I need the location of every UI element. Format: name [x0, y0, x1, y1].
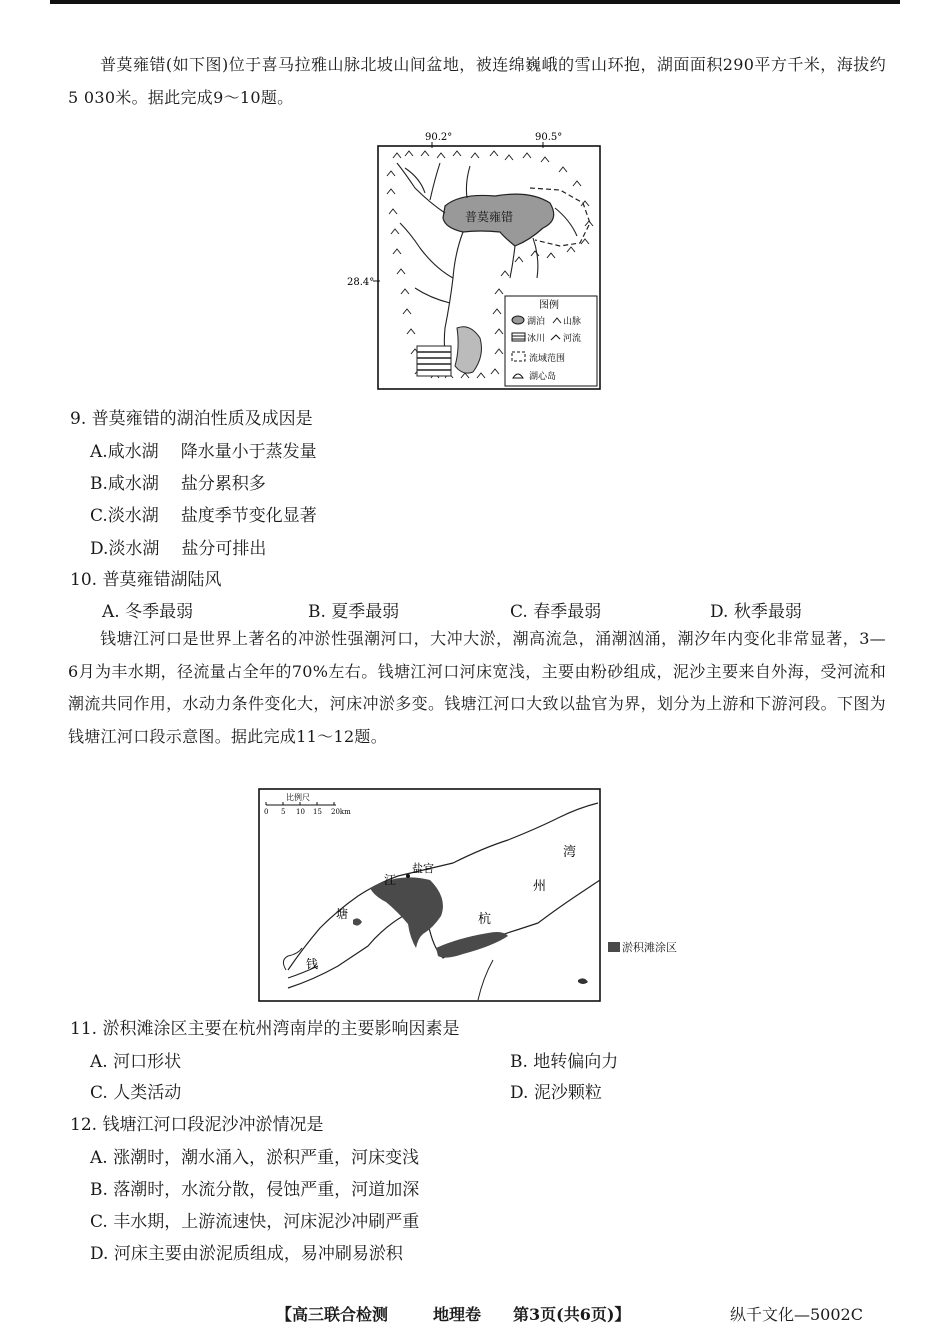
map-qiantang-estuary: [258, 788, 602, 1003]
bay-char-hang: 杭: [478, 912, 492, 927]
legend-mountain: 山脉: [563, 317, 582, 327]
legend-basin: 流域范围: [529, 354, 566, 364]
legend-title: 图例: [539, 300, 559, 311]
deposit-swatch: [608, 942, 620, 952]
scale-tick-5: 5: [281, 808, 286, 816]
map1-legend: [505, 296, 597, 386]
river-char-qian: 钱: [306, 957, 319, 971]
q9-option-d: D.淡水湖 盐分可排出: [90, 539, 267, 559]
legend-glacier: 冰川: [527, 334, 546, 344]
map2-legend: [608, 939, 677, 955]
river-char-jiang: 江: [384, 873, 397, 887]
scale-tick-0: 0: [264, 808, 269, 816]
q11-option-d: D. 泥沙颗粒: [510, 1083, 602, 1103]
scale-tick-15: 15: [313, 808, 322, 816]
legend-island: 湖心岛: [529, 372, 557, 382]
q10-option-c: C. 春季最弱: [510, 602, 602, 622]
q10-option-a: A. 冬季最弱: [102, 602, 194, 622]
question-11-stem: 11. 淤积滩涂区主要在杭州湾南岸的主要影响因素是: [70, 1019, 460, 1039]
q10-option-b: B. 夏季最弱: [308, 602, 400, 622]
legend-river: 河流: [563, 334, 582, 344]
footer-exam-name: 【高三联合检测: [276, 1305, 389, 1324]
place-yanguan: 盐官: [412, 862, 434, 875]
question-10-stem: 10. 普莫雍错湖陆风: [70, 570, 222, 590]
footer-page: 第3页(共6页)】: [513, 1305, 631, 1324]
scale-title: 比例尺: [286, 793, 310, 802]
footer-subject: 地理卷: [433, 1305, 482, 1324]
q12-option-d: D. 河床主要由淤泥质组成，易冲刷易淤积: [90, 1244, 403, 1264]
q12-option-c: C. 丰水期，上游流速快，河床泥沙冲刷严重: [90, 1212, 420, 1232]
deposit-legend-label: 淤积滩涂区: [622, 941, 677, 954]
river-char-tang: 塘: [336, 907, 349, 921]
lon-label-1: 90.2°: [425, 132, 453, 143]
q9-option-a: A.咸水湖 降水量小于蒸发量: [90, 442, 317, 462]
scale-tick-10: 10: [296, 808, 305, 816]
q12-option-b: B. 落潮时，水流分散，侵蚀严重，河道加深: [90, 1180, 420, 1200]
q11-option-a: A. 河口形状: [90, 1052, 182, 1072]
lon-label-2: 90.5°: [535, 132, 563, 143]
scale-tick-20km: 20km: [331, 808, 351, 816]
q12-option-a: A. 涨潮时，潮水涌入，淤积严重，河床变浅: [90, 1148, 420, 1168]
question-12-stem: 12. 钱塘江河口段泥沙冲淤情况是: [70, 1115, 324, 1135]
map-pumoyongcuo: [345, 128, 610, 393]
top-rule: [50, 0, 900, 4]
q10-option-d: D. 秋季最弱: [710, 602, 802, 622]
lake-name: 普莫雍错: [465, 210, 514, 224]
intro-paragraph-11-12: 钱塘江河口是世界上著名的冲淤性强潮河口，大冲大淤，潮高流急，涌潮汹涌，潮汐年内变化非常显著，3—6月为丰水期，径流量占全年的70%左右。钱塘江河口河床宽浅，主要由粉砂组成，泥沙主要来自外海，受河流和潮流共同作用，水动力条件变化大，河床冲淤多变。钱塘江河口大致以盐官为界，划分为上游和下游河段。下图为钱塘江河口段示意图。据此完成11～12题。: [68, 629, 886, 746]
q11-option-c: C. 人类活动: [90, 1083, 182, 1103]
intro-paragraph-9-10: 普莫雍错(如下图)位于喜马拉雅山脉北坡山间盆地，被连绵巍峨的雪山环抱，湖面面积290平方千米，海拔约5 030米。据此完成9～10题。: [68, 55, 886, 107]
q9-option-c: C.淡水湖 盐度季节变化显著: [90, 506, 317, 526]
q11-option-b: B. 地转偏向力: [510, 1052, 619, 1072]
footer-code: 纵千文化—5002C: [730, 1305, 863, 1324]
legend-lake: 湖泊: [527, 317, 546, 327]
bay-char-wan: 湾: [563, 845, 577, 860]
bay-char-zhou: 州: [533, 879, 547, 894]
lat-label: 28.4°: [347, 277, 375, 288]
question-9-stem: 9. 普莫雍错的湖泊性质及成因是: [70, 409, 313, 429]
q9-option-b: B.咸水湖 盐分累积多: [90, 474, 266, 494]
